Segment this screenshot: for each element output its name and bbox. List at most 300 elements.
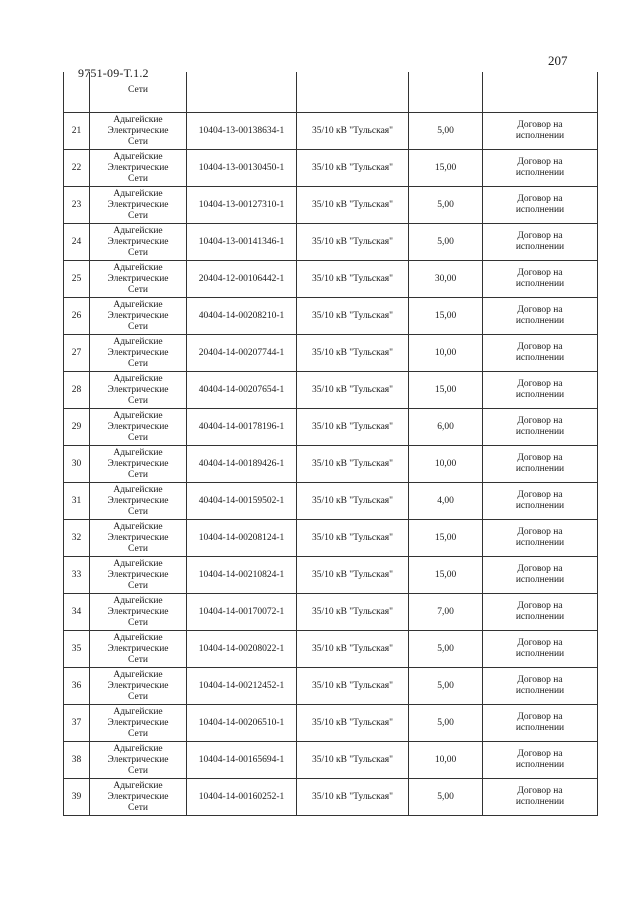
cell-power (409, 483, 483, 520)
cell-organization (90, 150, 187, 187)
cell-contract-id (187, 72, 297, 113)
row-number: 26 (71, 310, 82, 321)
table-row (64, 594, 598, 631)
status-line: Договор на (517, 786, 563, 796)
substation-name: 35/10 кВ "Тульская" (311, 421, 394, 432)
substation-name: 35/10 кВ "Тульская" (311, 754, 394, 765)
status-line: Договор на (517, 564, 563, 574)
power-value: 5,00 (437, 125, 454, 136)
organization-line: Адыгейские (113, 595, 163, 606)
contract-id: 20404-12-00106442-1 (198, 273, 285, 284)
cell-power (409, 594, 483, 631)
cell-status (483, 520, 598, 557)
contract-id: 40404-14-00159502-1 (198, 495, 285, 506)
status-line: исполнении (515, 168, 565, 178)
contract-id: 10404-13-00141346-1 (198, 236, 285, 247)
cell-contract-id (187, 224, 297, 261)
contract-id: 10404-14-00212452-1 (198, 680, 285, 691)
power-value: 5,00 (437, 717, 454, 728)
cell-contract-id (187, 446, 297, 483)
status-line: исполнении (515, 723, 565, 733)
table-row (64, 557, 598, 594)
cell-status (483, 557, 598, 594)
organization-line: Электрические (107, 754, 169, 765)
status-line: исполнении (515, 575, 565, 585)
cell-contract-id (187, 520, 297, 557)
organization-line: Сети (128, 136, 148, 147)
cell-contract-id (187, 298, 297, 335)
organization-line: Адыгейские (113, 558, 163, 569)
organization-line: Сети (128, 506, 148, 517)
organization-line: Электрические (107, 273, 169, 284)
organization-line: Адыгейские (113, 743, 163, 754)
status-line: исполнении (515, 649, 565, 659)
power-value: 15,00 (434, 569, 457, 580)
table-row (64, 298, 598, 335)
cell-status (483, 446, 598, 483)
power-value: 10,00 (434, 347, 457, 358)
substation-name: 35/10 кВ "Тульская" (311, 569, 394, 580)
organization-line: Электрические (107, 643, 169, 654)
status-line: исполнении (515, 279, 565, 289)
row-number: 36 (71, 680, 82, 691)
cell-number (64, 113, 90, 150)
substation-name: 35/10 кВ "Тульская" (311, 606, 394, 617)
cell-organization (90, 298, 187, 335)
row-number: 37 (71, 717, 82, 728)
organization-line: Электрические (107, 791, 169, 802)
cell-organization (90, 594, 187, 631)
cell-contract-id (187, 594, 297, 631)
cell-number (64, 187, 90, 224)
page-number: 207 (548, 53, 568, 68)
row-number: 32 (71, 532, 82, 543)
cell-contract-id (187, 631, 297, 668)
status-line: исполнении (515, 390, 565, 400)
organization-line: Электрические (107, 532, 169, 543)
organization-line: Электрические (107, 421, 169, 432)
status-line: Договор на (517, 712, 563, 722)
status-line: исполнении (515, 501, 565, 511)
cell-substation (297, 224, 409, 261)
table-row (64, 187, 598, 224)
organization-line: Электрические (107, 199, 169, 210)
cell-substation (297, 705, 409, 742)
organization-line: Сети (128, 765, 148, 776)
cell-substation (297, 409, 409, 446)
contract-id: 40404-14-00207654-1 (198, 384, 285, 395)
organization-line: Электрические (107, 717, 169, 728)
cell-status (483, 594, 598, 631)
cell-number (64, 668, 90, 705)
cell-status (483, 187, 598, 224)
cell-status (483, 261, 598, 298)
cell-organization (90, 668, 187, 705)
organization-line: Сети (128, 358, 148, 369)
cell-organization (90, 483, 187, 520)
organization-line: Сети (128, 469, 148, 480)
organization-line: Электрические (107, 310, 169, 321)
status-line: исполнении (515, 316, 565, 326)
organization-line: Сети (128, 691, 148, 702)
organization-line: Адыгейские (113, 114, 163, 125)
power-value: 15,00 (434, 532, 457, 543)
organization-line: Сети (128, 210, 148, 221)
substation-name: 35/10 кВ "Тульская" (311, 162, 394, 173)
contract-id: 10404-14-00208124-1 (198, 532, 285, 543)
table-row (64, 742, 598, 779)
cell-substation (297, 483, 409, 520)
organization-line: Сети (128, 247, 148, 258)
organization-line: Электрические (107, 236, 169, 247)
table-row (64, 779, 598, 816)
cell-number (64, 372, 90, 409)
row-number: 25 (71, 273, 82, 284)
organization-line: Сети (128, 617, 148, 628)
cell-status (483, 150, 598, 187)
organization-line: Адыгейские (113, 669, 163, 680)
organization-line: Адыгейские (113, 447, 163, 458)
organization-line: Сети (128, 173, 148, 184)
status-line: Договор на (517, 157, 563, 167)
organization-line: Сети (128, 395, 148, 406)
organization-line: Сети (128, 543, 148, 554)
contract-id: 10404-13-00127310-1 (198, 199, 285, 210)
cell-contract-id (187, 113, 297, 150)
cell-contract-id (187, 705, 297, 742)
power-value: 5,00 (437, 791, 454, 802)
cell-power (409, 261, 483, 298)
power-value: 7,00 (437, 606, 454, 617)
cell-substation (297, 557, 409, 594)
organization-line: Электрические (107, 125, 169, 136)
cell-power (409, 298, 483, 335)
organization-line: Электрические (107, 680, 169, 691)
cell-power (409, 113, 483, 150)
substation-name: 35/10 кВ "Тульская" (311, 273, 394, 284)
cell-contract-id (187, 668, 297, 705)
cell-power (409, 72, 483, 113)
table-row-continuation (64, 72, 598, 113)
organization-line: Сети (128, 728, 148, 739)
contract-id: 10404-14-00160252-1 (198, 791, 285, 802)
row-number: 38 (71, 754, 82, 765)
status-line: Договор на (517, 120, 563, 130)
cell-organization (90, 520, 187, 557)
cell-contract-id (187, 150, 297, 187)
cell-organization (90, 779, 187, 816)
status-line: Договор на (517, 379, 563, 389)
cell-status (483, 372, 598, 409)
cell-organization (90, 446, 187, 483)
status-line: исполнении (515, 612, 565, 622)
cell-substation (297, 631, 409, 668)
organization-line: Электрические (107, 569, 169, 580)
substation-name: 35/10 кВ "Тульская" (311, 643, 394, 654)
organization-line: Адыгейские (113, 262, 163, 273)
organization-line: Адыгейские (113, 299, 163, 310)
power-value: 15,00 (434, 310, 457, 321)
cell-substation (297, 520, 409, 557)
status-line: исполнении (515, 242, 565, 252)
power-value: 5,00 (437, 236, 454, 247)
cell-number (64, 483, 90, 520)
organization-line: Сети (128, 432, 148, 443)
power-value: 6,00 (437, 421, 454, 432)
row-number: 27 (71, 347, 82, 358)
row-number: 24 (71, 236, 82, 247)
cell-organization (90, 409, 187, 446)
row-number: 31 (71, 495, 82, 506)
cell-organization (90, 187, 187, 224)
organization-line: Адыгейские (113, 373, 163, 384)
cell-contract-id (187, 779, 297, 816)
table-row (64, 335, 598, 372)
organization-fragment: Сети (128, 85, 148, 95)
substation-name: 35/10 кВ "Тульская" (311, 791, 394, 802)
organization-line: Сети (128, 284, 148, 295)
cell-status (483, 483, 598, 520)
cell-organization (90, 224, 187, 261)
substation-name: 35/10 кВ "Тульская" (311, 236, 394, 247)
power-value: 5,00 (437, 199, 454, 210)
cell-substation (297, 594, 409, 631)
table-row (64, 520, 598, 557)
cell-number (64, 557, 90, 594)
status-line: Договор на (517, 342, 563, 352)
cell-substation (297, 261, 409, 298)
row-number: 29 (71, 421, 82, 432)
cell-status (483, 742, 598, 779)
cell-substation (297, 113, 409, 150)
table-row (64, 631, 598, 668)
row-number: 35 (71, 643, 82, 654)
cell-contract-id (187, 335, 297, 372)
status-line: Договор на (517, 305, 563, 315)
cell-organization (90, 742, 187, 779)
status-line: Договор на (517, 231, 563, 241)
contract-id: 40404-14-00208210-1 (198, 310, 285, 321)
power-value: 10,00 (434, 458, 457, 469)
cell-organization (90, 113, 187, 150)
substation-name: 35/10 кВ "Тульская" (311, 717, 394, 728)
contract-id: 40404-14-00189426-1 (198, 458, 285, 469)
row-number: 30 (71, 458, 82, 469)
contract-id: 10404-13-00138634-1 (198, 125, 285, 136)
contract-id: 10404-13-00130450-1 (198, 162, 285, 173)
cell-contract-id (187, 187, 297, 224)
status-line: Договор на (517, 268, 563, 278)
organization-line: Электрические (107, 384, 169, 395)
cell-number (64, 705, 90, 742)
cell-status (483, 631, 598, 668)
status-line: исполнении (515, 353, 565, 363)
organization-line: Адыгейские (113, 632, 163, 643)
table-row (64, 261, 598, 298)
status-line: исполнении (515, 464, 565, 474)
cell-contract-id (187, 742, 297, 779)
contract-id: 10404-14-00206510-1 (198, 717, 285, 728)
cell-substation (297, 187, 409, 224)
status-line: Договор на (517, 194, 563, 204)
cell-number (64, 594, 90, 631)
cell-number (64, 446, 90, 483)
cell-substation (297, 446, 409, 483)
organization-line: Адыгейские (113, 521, 163, 532)
table-row (64, 705, 598, 742)
power-value: 4,00 (437, 495, 454, 506)
row-number: 34 (71, 606, 82, 617)
status-line: исполнении (515, 427, 565, 437)
cell-number (64, 631, 90, 668)
substation-name: 35/10 кВ "Тульская" (311, 532, 394, 543)
cell-contract-id (187, 372, 297, 409)
substation-name: 35/10 кВ "Тульская" (311, 680, 394, 691)
cell-power (409, 705, 483, 742)
status-line: исполнении (515, 131, 565, 141)
cell-power (409, 224, 483, 261)
cell-number (64, 409, 90, 446)
contracts-table-wrapper (63, 72, 591, 816)
cell-organization (90, 335, 187, 372)
cell-power (409, 446, 483, 483)
organization-line: Сети (128, 321, 148, 332)
table-row (64, 224, 598, 261)
cell-contract-id (187, 483, 297, 520)
cell-number (64, 779, 90, 816)
organization-line: Электрические (107, 347, 169, 358)
substation-name: 35/10 кВ "Тульская" (311, 310, 394, 321)
status-line: Договор на (517, 490, 563, 500)
organization-line: Адыгейские (113, 151, 163, 162)
cell-number (64, 742, 90, 779)
organization-line: Адыгейские (113, 484, 163, 495)
status-line: Договор на (517, 749, 563, 759)
power-value: 15,00 (434, 162, 457, 173)
row-number: 21 (71, 125, 82, 136)
cell-substation (297, 298, 409, 335)
organization-line: Адыгейские (113, 225, 163, 236)
contract-id: 40404-14-00178196-1 (198, 421, 285, 432)
organization-line: Адыгейские (113, 780, 163, 791)
status-line: исполнении (515, 205, 565, 215)
table-row (64, 668, 598, 705)
table-row (64, 372, 598, 409)
cell-status (483, 113, 598, 150)
status-line: исполнении (515, 797, 565, 807)
organization-line: Адыгейские (113, 706, 163, 717)
organization-line: Электрические (107, 458, 169, 469)
substation-name: 35/10 кВ "Тульская" (311, 347, 394, 358)
cell-substation (297, 150, 409, 187)
row-number: 22 (71, 162, 82, 173)
cell-substation (297, 742, 409, 779)
power-value: 5,00 (437, 643, 454, 654)
substation-name: 35/10 кВ "Тульская" (311, 384, 394, 395)
cell-power (409, 372, 483, 409)
cell-status (483, 705, 598, 742)
cell-number (64, 72, 90, 113)
status-line: Договор на (517, 416, 563, 426)
organization-line: Адыгейские (113, 336, 163, 347)
row-number: 28 (71, 384, 82, 395)
contracts-table (63, 72, 598, 816)
organization-line: Адыгейские (113, 188, 163, 199)
organization-line: Сети (128, 802, 148, 813)
cell-contract-id (187, 557, 297, 594)
contracts-table-body (64, 72, 598, 816)
power-value: 30,00 (434, 273, 457, 284)
status-line: исполнении (515, 760, 565, 770)
table-row (64, 113, 598, 150)
cell-organization (90, 557, 187, 594)
row-number: 39 (71, 791, 82, 802)
cell-status (483, 779, 598, 816)
table-row (64, 409, 598, 446)
cell-substation (297, 72, 409, 113)
cell-power (409, 409, 483, 446)
status-line: исполнении (515, 538, 565, 548)
substation-name: 35/10 кВ "Тульская" (311, 495, 394, 506)
status-line: Договор на (517, 601, 563, 611)
cell-power (409, 779, 483, 816)
organization-line: Электрические (107, 162, 169, 173)
contract-id: 20404-14-00207744-1 (198, 347, 285, 358)
table-row (64, 483, 598, 520)
organization-line: Электрические (107, 606, 169, 617)
table-row (64, 150, 598, 187)
cell-substation (297, 335, 409, 372)
cell-number (64, 335, 90, 372)
cell-organization (90, 705, 187, 742)
status-line: Договор на (517, 527, 563, 537)
cell-contract-id (187, 261, 297, 298)
organization-line: Адыгейские (113, 410, 163, 421)
cell-power (409, 557, 483, 594)
cell-status (483, 298, 598, 335)
cell-status (483, 224, 598, 261)
substation-name: 35/10 кВ "Тульская" (311, 199, 394, 210)
power-value: 5,00 (437, 680, 454, 691)
substation-name: 35/10 кВ "Тульская" (311, 458, 394, 469)
cell-organization (90, 72, 187, 113)
cell-number (64, 520, 90, 557)
cell-number (64, 261, 90, 298)
cell-number (64, 298, 90, 335)
cell-substation (297, 668, 409, 705)
cell-organization (90, 261, 187, 298)
cell-power (409, 631, 483, 668)
organization-line: Сети (128, 654, 148, 665)
cell-status (483, 335, 598, 372)
cell-status (483, 668, 598, 705)
cell-power (409, 187, 483, 224)
status-line: исполнении (515, 686, 565, 696)
status-line: Договор на (517, 638, 563, 648)
organization-line: Сети (128, 580, 148, 591)
contract-id: 10404-14-00165694-1 (198, 754, 285, 765)
cell-contract-id (187, 409, 297, 446)
cell-power (409, 668, 483, 705)
cell-power (409, 335, 483, 372)
substation-name: 35/10 кВ "Тульская" (311, 125, 394, 136)
power-value: 15,00 (434, 384, 457, 395)
cell-power (409, 742, 483, 779)
cell-number (64, 150, 90, 187)
cell-organization (90, 631, 187, 668)
contract-id: 10404-14-00170072-1 (198, 606, 285, 617)
row-number: 23 (71, 199, 82, 210)
